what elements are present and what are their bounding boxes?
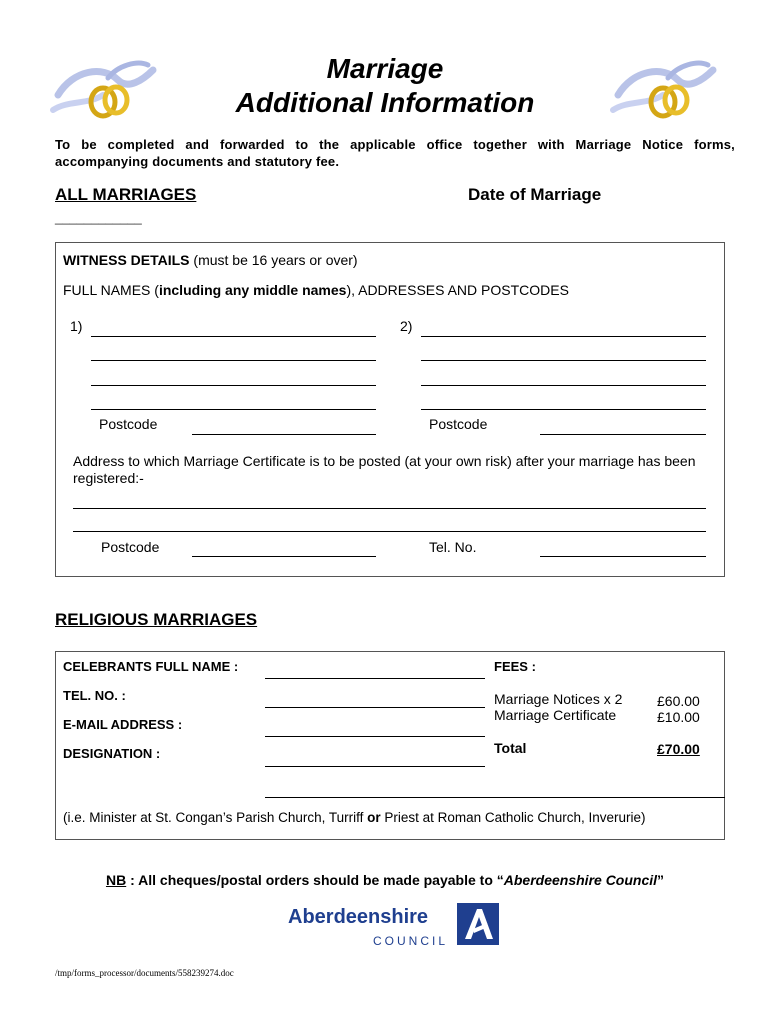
tel-no-field[interactable] (540, 556, 706, 557)
fee-total-label: Total (494, 740, 527, 756)
full-names-bold: including any middle names (158, 282, 347, 298)
witness-1-number: 1) (70, 318, 83, 334)
intro-text: To be completed and forwarded to the applicable office together with Marriage Notice forms, accompanying documents and statutory fee. (55, 137, 735, 169)
witness-1-postcode-field[interactable] (192, 434, 376, 435)
designation-example (63, 810, 645, 825)
fee-item-notices: Marriage Notices x 2 (494, 691, 623, 707)
tel-no-label: Tel. No. (429, 539, 477, 555)
date-of-marriage-label: Date of Marriage (468, 185, 602, 204)
celebrant-email-field[interactable] (265, 736, 485, 737)
all-marriages-heading: ALL MARRIAGES (55, 185, 197, 204)
religious-marriages-heading: RELIGIOUS MARRIAGES (55, 610, 258, 629)
certificate-postcode-field[interactable] (192, 556, 376, 557)
fee-amount-notices: £60.00 (657, 693, 700, 709)
religious-box-divider (265, 797, 725, 798)
full-names-prefix: FULL NAMES ( (63, 282, 159, 298)
celebrant-name-field[interactable] (265, 678, 485, 679)
title-line2: Additional Information (235, 87, 535, 118)
title-line1: Marriage (326, 53, 444, 84)
fee-amount-certificate: £10.00 (657, 709, 700, 725)
witness-2-postcode-field[interactable] (540, 434, 706, 435)
witness-1-postcode-label: Postcode (99, 416, 158, 432)
nb-text: : All cheques/postal orders should be made payable to “ (126, 872, 504, 888)
date-of-marriage-field[interactable]: ____________ (55, 210, 142, 225)
example-suffix: Priest at Roman Catholic Church, Inverurie) (380, 810, 646, 825)
celebrant-name-label: CELEBRANTS FULL NAME : (63, 659, 239, 674)
celebrant-email-label: E-MAIL ADDRESS : (63, 717, 183, 732)
nb-close-quote: ” (657, 872, 665, 888)
witness-1-line-4[interactable] (91, 409, 376, 410)
celebrant-tel-field[interactable] (265, 707, 485, 708)
witness-title (63, 252, 358, 268)
council-logo-name: Aberdeenshire (288, 906, 429, 928)
example-prefix: (i.e. Minister at St. Congan’s Parish Church, Turriff (63, 810, 368, 825)
witness-2-postcode-label: Postcode (429, 416, 488, 432)
celebrant-designation-field[interactable] (265, 766, 485, 767)
witness-title-note: (must be 16 years or over) (193, 252, 358, 268)
fees-label: FEES : (494, 659, 536, 674)
council-logo-icon (457, 903, 499, 945)
fee-total-amount: £70.00 (657, 741, 700, 757)
council-logo-sub: COUNCIL (373, 934, 449, 948)
witness-1-line-3[interactable] (91, 385, 376, 386)
example-or: or (367, 810, 381, 825)
witness-1-line-2[interactable] (91, 360, 376, 361)
celebrant-tel-label: TEL. NO. : (63, 688, 126, 703)
nb-note (0, 872, 770, 888)
certificate-postcode-label: Postcode (101, 539, 160, 555)
full-names-instruction (63, 282, 569, 298)
witness-2-line-3[interactable] (421, 385, 706, 386)
fee-item-certificate: Marriage Certificate (494, 707, 617, 723)
full-names-suffix: ), ADDRESSES AND POSTCODES (346, 282, 569, 298)
witness-2-line-4[interactable] (421, 409, 706, 410)
footer-file-path: /tmp/forms_processor/documents/558239274.doc (55, 968, 234, 978)
nb-payee: Aberdeenshire Council (503, 872, 658, 888)
celebrant-designation-label: DESIGNATION : (63, 746, 161, 761)
certificate-address-line-2[interactable] (73, 531, 706, 532)
witness-1-line-1[interactable] (91, 336, 376, 337)
witness-title-bold: WITNESS DETAILS (63, 252, 190, 268)
nb-label: NB (105, 872, 127, 888)
certificate-address-text: Address to which Marriage Certificate is to be posted (at your own risk) after your marriage has been registered:- (73, 453, 696, 486)
certificate-address-line-1[interactable] (73, 508, 706, 509)
witness-2-number: 2) (400, 318, 413, 334)
witness-2-line-2[interactable] (421, 360, 706, 361)
witness-2-line-1[interactable] (421, 336, 706, 337)
